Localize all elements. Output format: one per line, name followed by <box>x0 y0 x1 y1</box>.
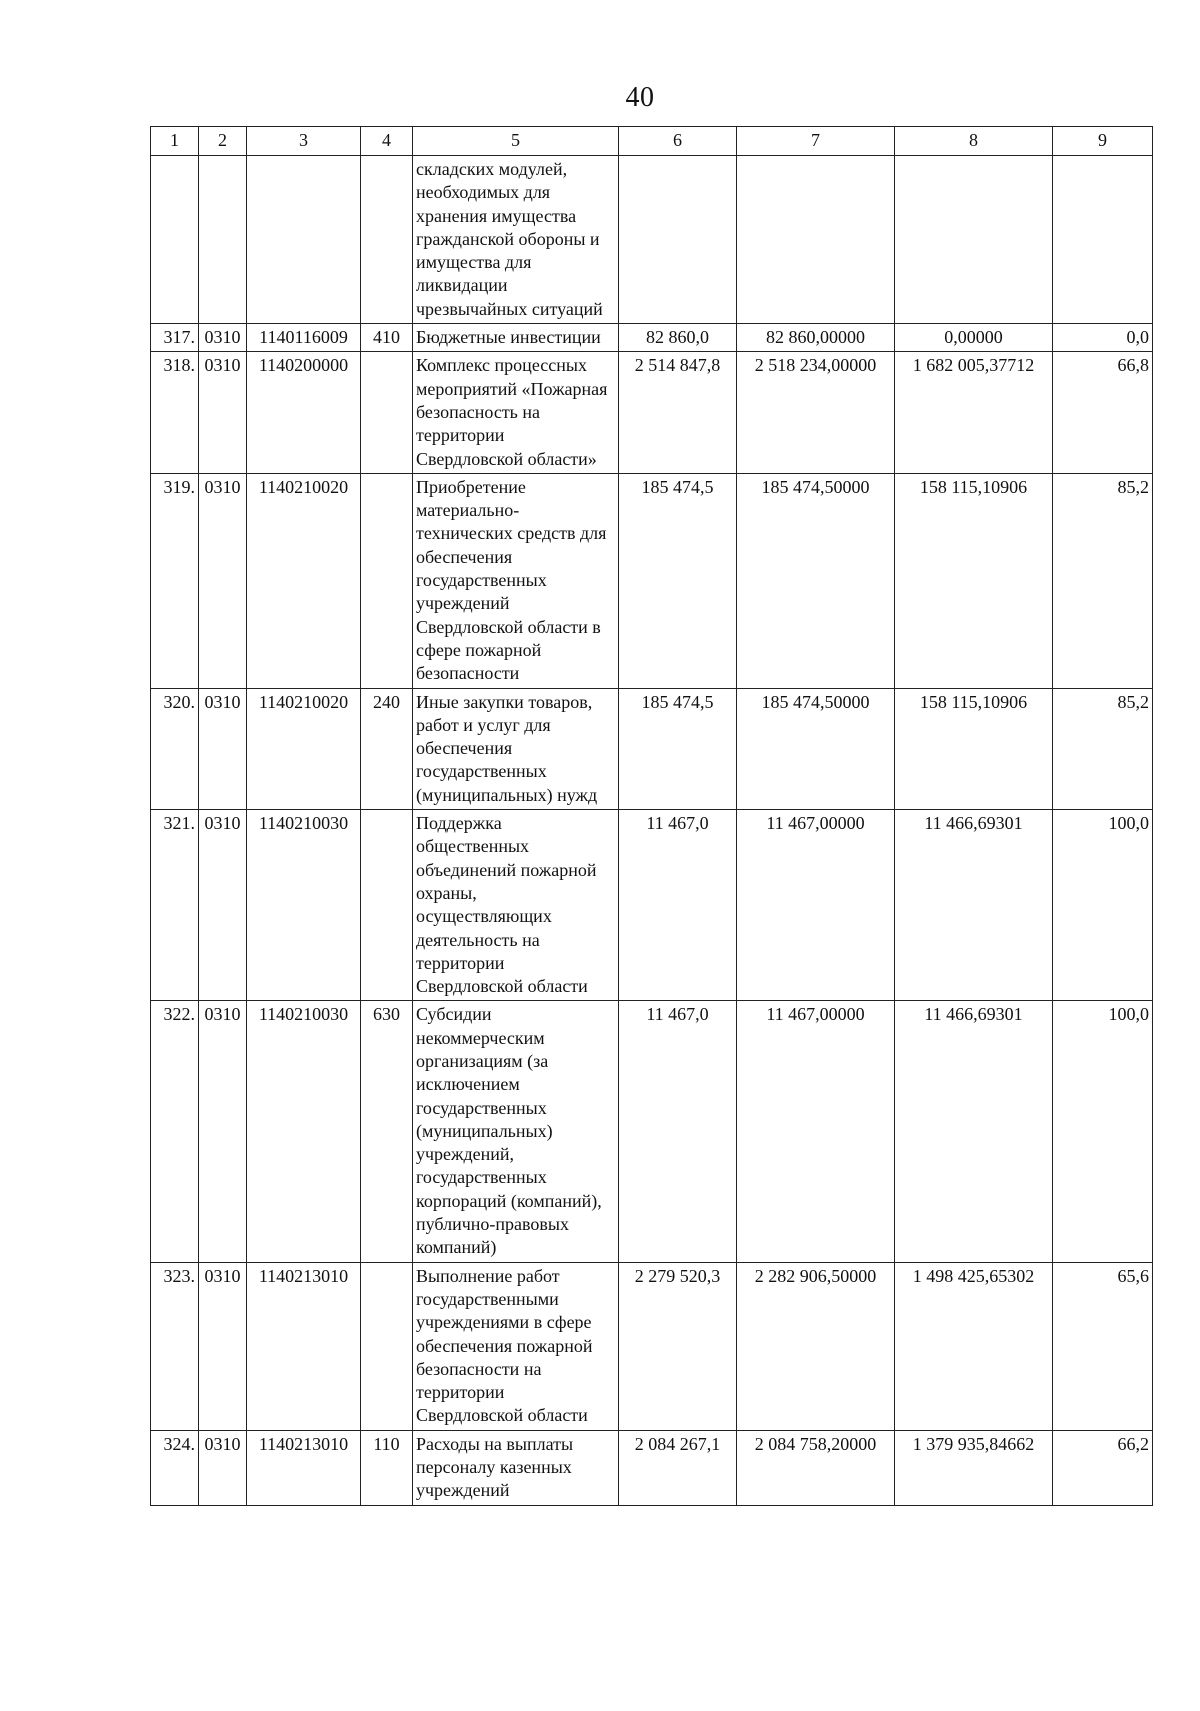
column-header: 8 <box>895 127 1053 156</box>
row-value-col6: 2 514 847,8 <box>619 352 737 473</box>
row-value-col8: 158 115,10906 <box>895 473 1053 688</box>
column-header: 1 <box>151 127 199 156</box>
row-value-col7: 82 860,00000 <box>737 324 895 352</box>
row-expense-type <box>361 352 413 473</box>
row-value-col6: 2 279 520,3 <box>619 1262 737 1430</box>
row-value-col8: 1 682 005,37712 <box>895 352 1053 473</box>
row-number: 321. <box>151 810 199 1001</box>
row-target-code: 1140213010 <box>247 1430 361 1505</box>
row-name: Расходы на выплаты персоналу казенных учреждений <box>413 1430 619 1505</box>
column-header: 3 <box>247 127 361 156</box>
row-section-code: 0310 <box>199 324 247 352</box>
row-value-col6: 11 467,0 <box>619 810 737 1001</box>
row-percent-col9: 65,6 <box>1053 1262 1153 1430</box>
table-row <box>151 324 1153 352</box>
row-section-code: 0310 <box>199 473 247 688</box>
row-number: 318. <box>151 352 199 473</box>
column-header: 5 <box>413 127 619 156</box>
row-value-col6: 11 467,0 <box>619 1001 737 1262</box>
row-section-code: 0310 <box>199 1262 247 1430</box>
row-value-col8: 11 466,69301 <box>895 1001 1053 1262</box>
row-percent-col9: 66,8 <box>1053 352 1153 473</box>
row-percent-col9: 85,2 <box>1053 473 1153 688</box>
row-expense-type: 240 <box>361 688 413 809</box>
row-value-col6: 2 084 267,1 <box>619 1430 737 1505</box>
table-row <box>151 810 1153 1001</box>
row-value-col6: 82 860,0 <box>619 324 737 352</box>
page-number: 40 <box>625 82 655 113</box>
table-row <box>151 1430 1153 1505</box>
row-percent-col9: 100,0 <box>1053 1001 1153 1262</box>
table-row <box>151 688 1153 809</box>
row-target-code: 1140213010 <box>247 1262 361 1430</box>
row-target-code: 1140200000 <box>247 352 361 473</box>
row-percent-col9: 100,0 <box>1053 810 1153 1001</box>
column-header: 9 <box>1053 127 1153 156</box>
row-expense-type <box>361 473 413 688</box>
row-name: Бюджетные инвестиции <box>413 324 619 352</box>
table-row <box>151 1262 1153 1430</box>
row-name: Приобретение материально-технических средств для обеспечения государственных учреждений Свердловской области в сфере пожарной безопасности <box>413 473 619 688</box>
row-target-code: 1140210030 <box>247 810 361 1001</box>
table-row <box>151 1001 1153 1262</box>
row-value-col7: 2 084 758,20000 <box>737 1430 895 1505</box>
row-number: 323. <box>151 1262 199 1430</box>
row-expense-type <box>361 810 413 1001</box>
row-value-col7: 185 474,50000 <box>737 473 895 688</box>
row-section-code: 0310 <box>199 1001 247 1262</box>
table-row <box>151 352 1153 473</box>
row-value-col8: 158 115,10906 <box>895 688 1053 809</box>
row-expense-type: 110 <box>361 1430 413 1505</box>
row-value-col7: 11 467,00000 <box>737 810 895 1001</box>
column-header: 6 <box>619 127 737 156</box>
row-name: Комплекс процессных мероприятий «Пожарная безопасность на территории Свердловской области» <box>413 352 619 473</box>
row-percent-col9: 0,0 <box>1053 324 1153 352</box>
row-value-col7: 185 474,50000 <box>737 688 895 809</box>
row-section-code: 0310 <box>199 1430 247 1505</box>
row-value-col8: 11 466,69301 <box>895 810 1053 1001</box>
row-expense-type: 630 <box>361 1001 413 1262</box>
table-row-continuation <box>151 156 1153 324</box>
row-value-col8: 1 498 425,65302 <box>895 1262 1053 1430</box>
row-section-code: 0310 <box>199 688 247 809</box>
row-number: 322. <box>151 1001 199 1262</box>
row-value-col8: 1 379 935,84662 <box>895 1430 1053 1505</box>
column-header: 7 <box>737 127 895 156</box>
row-expense-type <box>361 1262 413 1430</box>
row-value-col8: 0,00000 <box>895 324 1053 352</box>
row-target-code: 1140210020 <box>247 473 361 688</box>
row-section-code: 0310 <box>199 352 247 473</box>
budget-table <box>150 126 1153 1506</box>
row-number: 319. <box>151 473 199 688</box>
row-name: Поддержка общественных объединений пожарной охраны, осуществляющих деятельность на территории Свердловской области <box>413 810 619 1001</box>
row-name: складских модулей, необходимых для хранения имущества гражданской обороны и имущества для ликвидации чрезвычайных ситуаций <box>413 156 619 324</box>
header-row <box>151 127 1153 156</box>
row-target-code: 1140210020 <box>247 688 361 809</box>
column-header: 4 <box>361 127 413 156</box>
row-number: 324. <box>151 1430 199 1505</box>
column-header: 2 <box>199 127 247 156</box>
row-name: Выполнение работ государственными учреждениями в сфере обеспечения пожарной безопасности на территории Свердловской области <box>413 1262 619 1430</box>
row-value-col7: 2 518 234,00000 <box>737 352 895 473</box>
row-section-code: 0310 <box>199 810 247 1001</box>
row-percent-col9: 85,2 <box>1053 688 1153 809</box>
row-number: 317. <box>151 324 199 352</box>
row-percent-col9: 66,2 <box>1053 1430 1153 1505</box>
row-value-col7: 11 467,00000 <box>737 1001 895 1262</box>
row-value-col7: 2 282 906,50000 <box>737 1262 895 1430</box>
row-name: Субсидии некоммерческим организациям (за исключением государственных (муниципальных) учреждений, государственных корпораций (компаний), публично-правовых компаний) <box>413 1001 619 1262</box>
row-number: 320. <box>151 688 199 809</box>
row-target-code: 1140116009 <box>247 324 361 352</box>
row-name: Иные закупки товаров, работ и услуг для обеспечения государственных (муниципальных) нужд <box>413 688 619 809</box>
row-expense-type: 410 <box>361 324 413 352</box>
row-value-col6: 185 474,5 <box>619 473 737 688</box>
row-target-code: 1140210030 <box>247 1001 361 1262</box>
row-value-col6: 185 474,5 <box>619 688 737 809</box>
table-row <box>151 473 1153 688</box>
